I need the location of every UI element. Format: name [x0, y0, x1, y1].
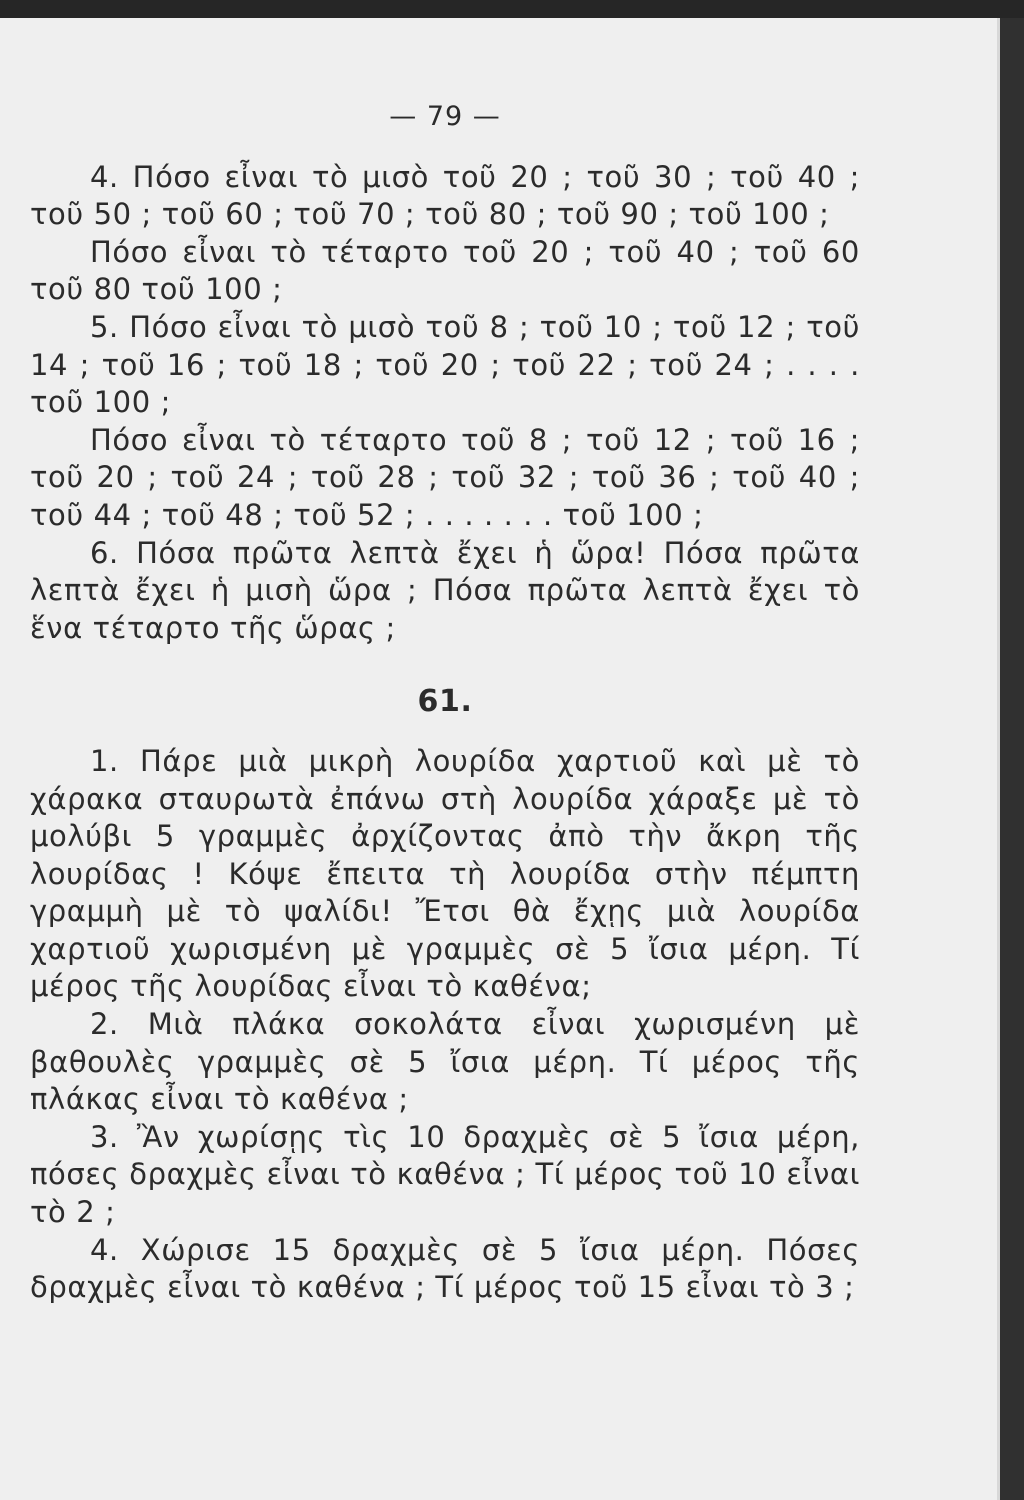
section-exercise-2: 2. Μιὰ πλάκα σοκολάτα εἶναι χωρισμένη μὲ βαθουλὲς γραμμὲς σὲ 5 ἴσια μέρη. Τί μέρος τῆς πλάκας εἶναι τὸ καθένα ;: [30, 1007, 860, 1117]
page-number: — 79 —: [389, 101, 501, 132]
section-exercise-4: 4. Χώρισε 15 δραχμὲς σὲ 5 ἴσια μέρη. Πόσες δραχμὲς εἶναι τὸ καθένα ; Τί μέρος τοῦ 15 εἶναι τὸ 3 ;: [30, 1232, 860, 1305]
scan-background: [1000, 0, 1024, 1500]
section-exercise-3: 3. Ἂν χωρίσῃς τὶς 10 δραχμὲς σὲ 5 ἴσια μέρη, πόσες δραχμὲς εἶναι τὸ καθένα ; Τί μέρος τοῦ 10 εἶναι τὸ 2 ;: [30, 1119, 860, 1230]
section-heading: 61.: [417, 684, 473, 720]
exercise-5-quarter-text: Πόσο εἶναι τὸ τέταρτο τοῦ 8 ; τοῦ 12 ; τοῦ 16 ; τοῦ 20 ; τοῦ 24 ; τοῦ 28 ; τοῦ 32 ; τοῦ 36 ; τοῦ 40 ; τοῦ 44 ; τοῦ 48 ; τοῦ 52 ; . . . . . . . τοῦ 100 ;: [30, 422, 860, 532]
exercise-5-text: 5. Πόσο εἶναι τὸ μισὸ τοῦ 8 ; τοῦ 10 ; τοῦ 12 ; τοῦ 14 ; τοῦ 16 ; τοῦ 18 ; τοῦ 20 ; τοῦ 22 ; τοῦ 24 ; . . . . τοῦ 100 ;: [30, 309, 860, 420]
exercise-4-quarter-text: Πόσο εἶναι τὸ τέταρτο τοῦ 20 ; τοῦ 40 ; τοῦ 60 τοῦ 80 τοῦ 100 ;: [30, 234, 860, 307]
exercise-4-text: 4. Πόσο εἶναι τὸ μισὸ τοῦ 20 ; τοῦ 30 ; τοῦ 40 ; τοῦ 50 ; τοῦ 60 ; τοῦ 70 ; τοῦ 80 ; τοῦ 90 ; τοῦ 100 ;: [30, 159, 860, 232]
section-exercise-1: 1. Πάρε μιὰ μικρὴ λουρίδα χαρτιοῦ καὶ μὲ τὸ χάρακα σταυρωτὰ ἐπάνω στὴ λουρίδα χάραξε μὲ τὸ μολύβι 5 γραμμὲς ἀρχίζοντας ἀπὸ τὴν ἄκρη τῆς λουρίδας ! Κόψε ἔπειτα τὴ λουρίδα στὴν πέμπτη γραμμὴ μὲ τὸ ψαλίδι! Ἔτσι θὰ ἔχῃς μιὰ λουρίδα χαρτιοῦ χωρισμένη μὲ γραμμὲς σὲ 5 ἴσια μέρη. Τί μέρος τῆς λουρίδας εἶναι τὸ καθένα;: [30, 743, 860, 1004]
book-page: [0, 18, 1000, 1500]
page-text: [30, 98, 860, 1307]
scan-top-edge: [0, 0, 1024, 18]
exercise-6-text: 6. Πόσα πρῶτα λεπτὰ ἔχει ἡ ὥρα! Πόσα πρῶτα λεπτὰ ἔχει ἡ μισὴ ὥρα ; Πόσα πρῶτα λεπτὰ ἔχει τὸ ἕνα τέταρτο τῆς ὥρας ;: [30, 535, 860, 645]
